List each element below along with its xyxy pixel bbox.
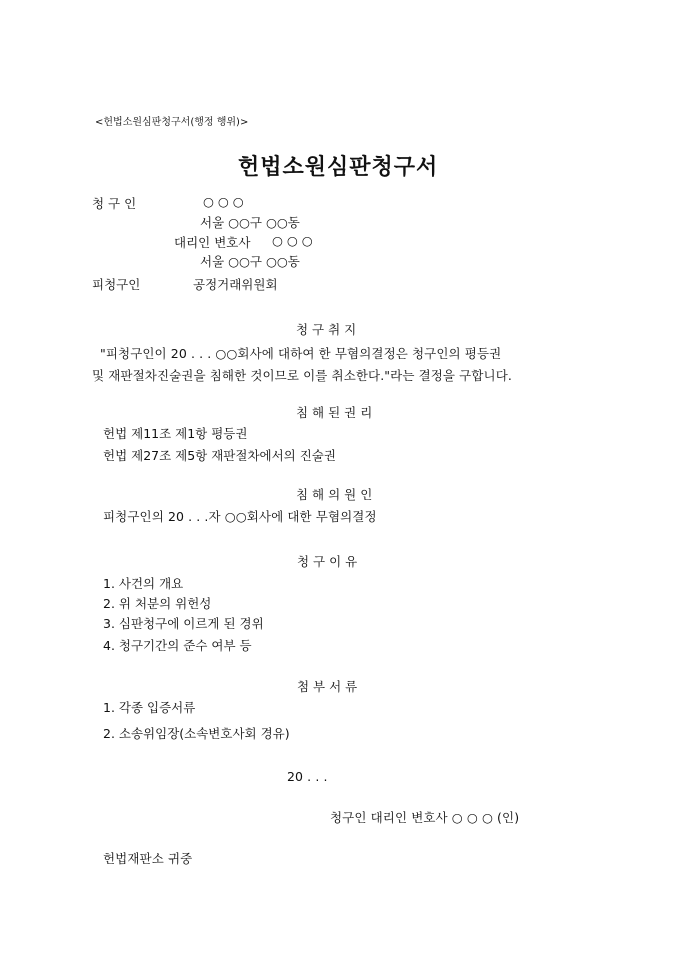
cause-heading: 침 해 의 원 인 <box>296 487 373 502</box>
reasons-heading: 청 구 이 유 <box>297 554 358 569</box>
signature-line: 청구인 대리인 변호사 ○ ○ ○ (인) <box>330 810 520 825</box>
cause-text: 피청구인의 20 . . .자 ○○회사에 대한 무혐의결정 <box>103 509 377 524</box>
agent-label: 대리인 변호사 <box>174 235 251 250</box>
claimant-label: 청 구 인 <box>92 196 137 211</box>
date-line: 20 . . . <box>287 769 328 784</box>
claimant-address: 서울 ○○구 ○○동 <box>200 215 300 230</box>
rights-item-1: 헌법 제11조 제1항 평등권 <box>103 426 248 441</box>
respondent-name: 공정거래위원회 <box>193 277 278 292</box>
addressee: 헌법재판소 귀중 <box>103 851 193 866</box>
attachments-item-1: 1. 각종 입증서류 <box>103 700 196 715</box>
reasons-item-3: 3. 심판청구에 이르게 된 경위 <box>103 616 264 631</box>
purpose-heading: 청 구 취 지 <box>296 322 357 337</box>
attachments-item-2: 2. 소송위임장(소속변호사회 경유) <box>103 726 290 741</box>
purpose-line-1: "피청구인이 20 . . . ○○회사에 대하여 한 무혐의결정은 청구인의 평등권 <box>100 346 502 361</box>
rights-heading: 침 해 된 권 리 <box>296 405 373 420</box>
attachments-heading: 첨 부 서 류 <box>297 679 358 694</box>
document-title: 헌법소원심판청구서 <box>238 154 439 180</box>
agent-address: 서울 ○○구 ○○동 <box>200 254 300 269</box>
claimant-name: ○ ○ ○ <box>203 194 244 209</box>
agent-name: ○ ○ ○ <box>272 233 313 248</box>
reasons-item-1: 1. 사건의 개요 <box>103 576 184 591</box>
document-subheader: <헌법소원심판청구서(행정 행위)> <box>95 117 249 128</box>
reasons-item-2: 2. 위 처분의 위헌성 <box>103 596 212 611</box>
respondent-label: 피청구인 <box>92 277 141 292</box>
reasons-item-4: 4. 청구기간의 준수 여부 등 <box>103 638 252 653</box>
rights-item-2: 헌법 제27조 제5항 재판절차에서의 진술권 <box>103 448 336 463</box>
purpose-line-2: 및 재판절차진술권을 침해한 것이므로 이를 취소한다."라는 결정을 구합니다. <box>92 368 512 383</box>
